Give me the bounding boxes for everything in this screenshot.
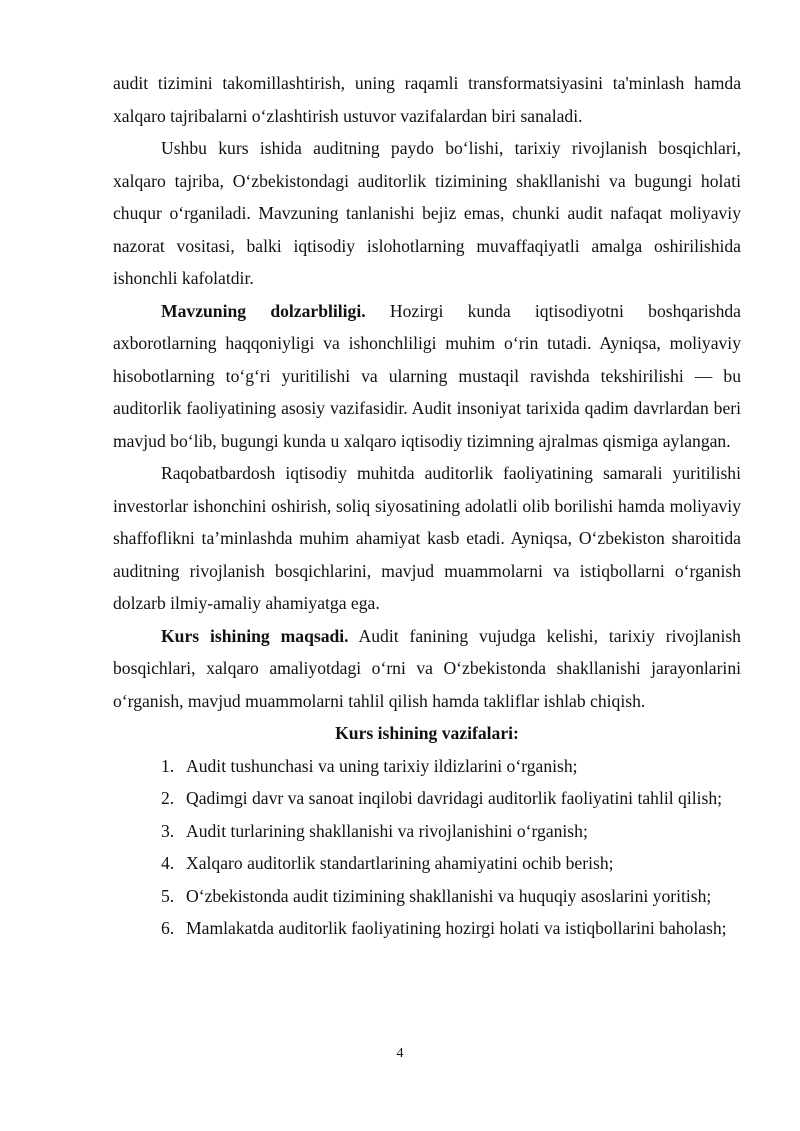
tasks-heading: Kurs ishining vazifalari: (335, 723, 519, 743)
task-text: Qadimgi davr va sanoat inqilobi davridagi auditorlik faoliyatini tahlil qilish; (186, 788, 723, 808)
task-number: 1. (161, 755, 175, 776)
task-item-4 (113, 847, 741, 880)
task-text: Mamlakatda auditorlik faoliyatining hozirgi holati va istiqbollarini baholash; (186, 918, 727, 938)
task-number: 5. (161, 885, 175, 906)
document-page (113, 67, 741, 945)
task-text: O‘zbekistonda audit tizimining shakllanishi va huquqiy asoslarini yoritish; (186, 885, 712, 906)
course-overview-paragraph: Ushbu kurs ishida auditning paydo bo‘lishi, tarixiy rivojlanish bosqichlari, xalqaro tajriba, O‘zbekistondagi auditorlik tizimining shakllanishi va bugungi holati chuqur o‘rganiladi. Mavzuning tanlanishi bejiz emas, chunki audit nafaqat moliyaviy nazorat vositasi, balki iqtisodiy islohotlarning muvaffaqiyatli amalga oshirilishida ishonchli kafolatdir. (113, 138, 741, 288)
intro-continuation-paragraph: audit tizimini takomillashtirish, uning raqamli transformatsiyasini ta'minlash hamda xalqaro tajribalarni o‘zlashtirish ustuvor vazifalardan biri sanaladi. (113, 73, 741, 126)
task-text: Audit tushunchasi va uning tarixiy ildizlarini o‘rganish; (186, 755, 578, 776)
page-number: 4 (396, 1046, 404, 1061)
goal-text: Audit fanining vujudga kelishi, tarixiy rivojlanish bosqichlari, xalqaro amaliyotdagi o‘rni va O‘zbekistonda shakllanishi jarayonlarini o‘rganish, mavjud muammolarni tahlil qilish hamda takliflar ishlab chiqish. (113, 625, 741, 711)
task-item-3 (113, 815, 741, 848)
relevance-text: Hozirgi kunda iqtisodiyotni boshqarishda axborotlarning haqqoniyligi va ishonchliligi muhim o‘rin tutadi. Ayniqsa, moliyaviy hisobotlarning to‘g‘ri yuritilishi va ularning mustaqil ravishda tekshirilishi — bu auditorlik faoliyatining asosiy vazifasidir. Audit insoniyat tarixida qadim davrlardan beri mavjud bo‘lib, bugungi kunda u xalqaro iqtisodiy tizimning ajralmas qismiga aylangan. (113, 300, 741, 451)
task-item-5 (113, 880, 741, 913)
relevance-paragraph (113, 295, 741, 458)
task-number: 3. (161, 820, 175, 841)
task-item-1 (113, 750, 741, 783)
tasks-list (113, 750, 741, 945)
task-text: Xalqaro auditorlik standartlarining ahamiyatini ochib berish; (186, 853, 614, 873)
goal-heading: Kurs ishining maqsadi. (161, 625, 349, 646)
goal-paragraph (113, 620, 741, 718)
task-number: 6. (161, 918, 175, 938)
competitive-environment-paragraph: Raqobatbardosh iqtisodiy muhitda auditorlik faoliyatining samarali yuritilishi investorlar ishonchini oshirish, soliq siyosatining adolatli olib borilishi hamda moliyaviy shaffoflikni ta’minlashda muhim ahamiyat kasb etadi. Ayniqsa, O‘zbekiston sharoitida auditning rivojlanish bosqichlarini, mavjud muammolarni va istiqbollarni o‘rganish dolzarb ilmiy-amaliy ahamiyatga ega. (113, 463, 741, 613)
task-item-6 (113, 912, 741, 945)
relevance-heading: Mavzuning dolzarbliligi. (161, 300, 366, 321)
task-number: 2. (161, 788, 175, 808)
task-text: Audit turlarining shakllanishi va rivojlanishini o‘rganish; (186, 820, 588, 841)
task-item-2 (113, 782, 741, 815)
task-number: 4. (161, 853, 175, 873)
